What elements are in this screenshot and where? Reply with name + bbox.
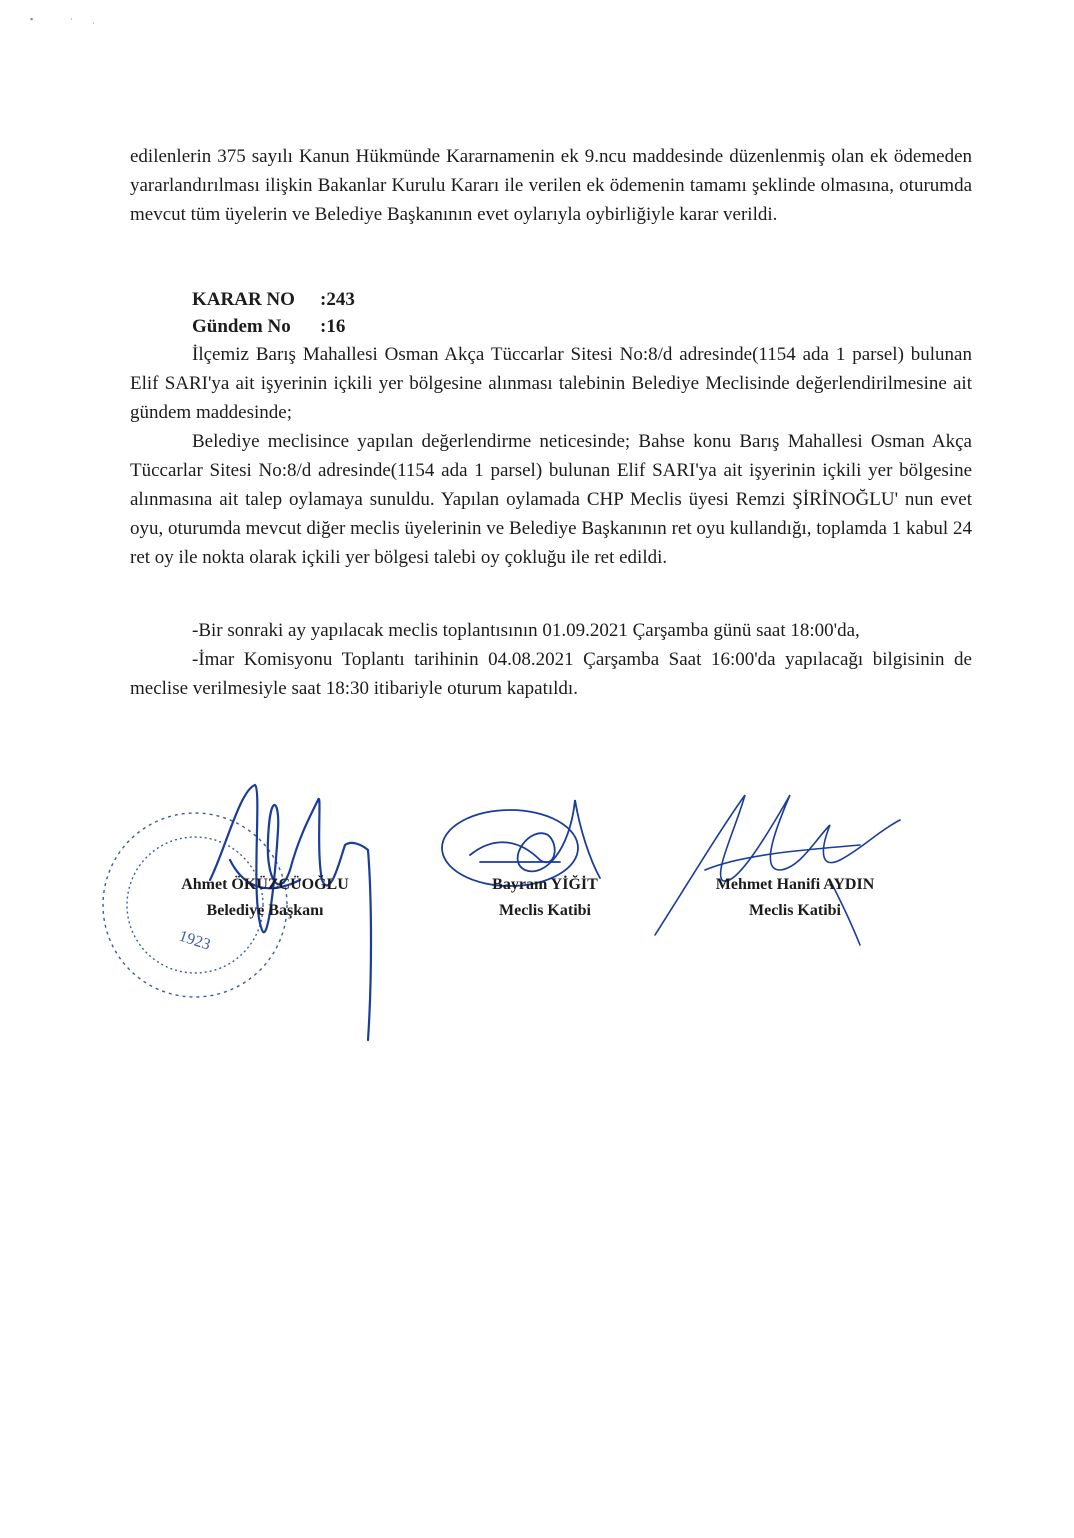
closing-notes [130, 616, 972, 703]
closing-line-2: -İmar Komisyonu Toplantı tarihinin 04.08.2021 Çarşamba Saat 16:00'da yapılacağı bilgisinin de meclise verilmesiyle saat 18:30 itibariyle oturum kapatıldı. [130, 649, 972, 699]
gundem-no-value: :16 [320, 316, 346, 337]
scan-speck: ▪ [30, 14, 34, 24]
decision-heading [192, 286, 355, 340]
gundem-no-row [192, 313, 355, 340]
signer-title: Belediye Başkanı [206, 902, 324, 919]
seal-year: 1923 [176, 927, 213, 954]
intro-paragraph [130, 142, 972, 229]
signer-name: Ahmet ÖKÜZCÜOĞLU [181, 876, 349, 893]
signature-block-katip-1 [440, 872, 650, 924]
scan-speck: · [70, 14, 73, 24]
karar-no-label: KARAR NO [192, 289, 295, 310]
signature-block-katip-2 [680, 872, 910, 924]
paragraph-text: edilenlerin 375 sayılı Kanun Hükmünde Kararnamenin ek 9.ncu maddesinde düzenlenmiş olan ek ödemeden yararlandırılması ilişkin Bakanlar Kurulu Kararı ile verilen ek ödemenin tamamı şeklinde olmasına, oturumda mevcut tüm üyelerin ve Belediye Başkanının evet oylarıyla oybirliğiyle karar verildi. [130, 146, 972, 225]
result-paragraph: Belediye meclisince yapılan değerlendirme neticesinde; Bahse konu Barış Mahallesi Osman Akça Tüccarlar Sitesi No:8/d adresinde(1154 ada 1 parsel) bulunan Elif SARI'ya ait işyerinin içkili yer bölgesine alınmasına ait talep oylamaya sunuldu. Yapılan oylamada CHP Meclis üyesi Remzi ŞİRİNOĞLU' nun evet oyu, oturumda mevcut diğer meclis üyelerinin ve Belediye Başkanının ret oyu kullandığı, toplamda 1 kabul 24 ret oy ile nokta olarak içkili yer bölgesi talebi oy çokluğu ile ret edildi. [130, 431, 972, 568]
signer-title: Meclis Katibi [499, 902, 591, 919]
signer-name: Mehmet Hanifi AYDIN [715, 876, 875, 893]
closing-line-1: -Bir sonraki ay yapılacak meclis toplantısının 01.09.2021 Çarşamba günü saat 18:00'da, [192, 620, 860, 641]
subject-paragraph: İlçemiz Barış Mahallesi Osman Akça Tüccarlar Sitesi No:8/d adresinde(1154 ada 1 parsel) bulunan Elif SARI'ya ait işyerinin içkili yer bölgesine alınması talebinin Belediye Meclisinde değerlendirilmesine ait gündem maddesinde; [130, 344, 972, 423]
karar-no-value: :243 [320, 289, 355, 310]
signer-title: Meclis Katibi [749, 902, 841, 919]
karar-no-row [192, 286, 355, 313]
gundem-no-label: Gündem No [192, 316, 291, 337]
signer-name: Bayram YİĞİT [492, 876, 598, 893]
scan-speck: ˌ [92, 14, 95, 24]
signature-block-baskan [140, 872, 390, 924]
decision-body [130, 340, 972, 572]
